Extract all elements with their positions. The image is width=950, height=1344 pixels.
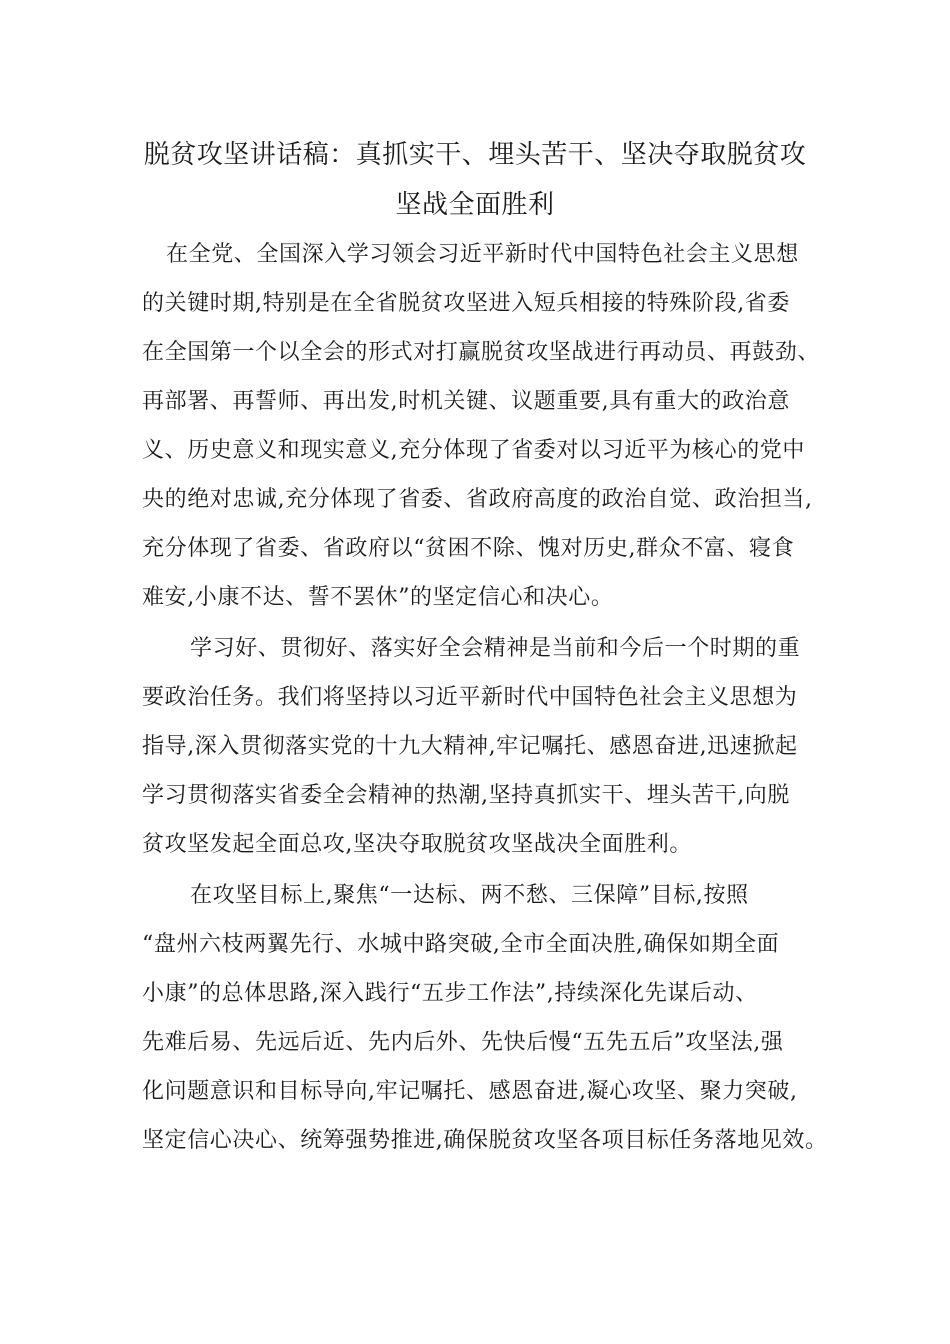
title-line-1: 脱贫攻坚讲话稿：真抓实干、埋头苦干、坚决夺取脱贫攻 <box>143 140 807 170</box>
paragraph-2-line-3: 指导,深入贯彻落实党的十九大精神,牢记嘱托、感恩奋进,迅速掀起 <box>142 734 798 759</box>
paragraph-1-line-3: 在全国第一个以全会的形式对打赢脱贫攻坚战进行再动员、再鼓劲、 <box>142 340 821 365</box>
paragraph-3-line-5: 化问题意识和目标导向,牢记嘱托、感恩奋进,凝心攻坚、聚力突破, <box>142 1079 798 1104</box>
paragraph-1-line-6: 央的绝对忠诚,充分体现了省委、省政府高度的政治自觉、政治担当, <box>142 487 813 512</box>
title-line-2: 坚战全面胜利 <box>395 190 555 220</box>
paragraph-2-line-1: 学习好、贯彻好、落实好全会精神是当前和今后一个时期的重 <box>190 636 801 661</box>
paragraph-2-line-2: 要政治任务。我们将坚持以习近平新时代中国特色社会主义思想为 <box>142 685 798 710</box>
paragraph-3-line-4: 先难后易、先远后近、先内后外、先快后慢“五先五后”攻坚法,强 <box>142 1030 784 1055</box>
paragraph-3-line-1: 在攻坚目标上,聚焦“一达标、两不愁、三保障”目标,按照 <box>190 883 749 908</box>
paragraph-1-line-1: 在全党、全国深入学习领会习近平新时代中国特色社会主义思想 <box>166 242 799 267</box>
paragraph-1-line-7: 充分体现了省委、省政府以“贫困不除、愧对历史,群众不富、寝食 <box>142 536 795 561</box>
document-title <box>140 130 810 230</box>
paragraph-1-line-8: 难安,小康不达、誓不罢休”的坚定信心和决心。 <box>142 585 614 610</box>
paragraph-3-line-6: 坚定信心决心、统筹强势推进,确保脱贫攻坚各项目标任务落地见效。 <box>142 1128 828 1153</box>
paragraph-3-line-2: “盘州六枝两翼先行、水城中路突破,全市全面决胜,确保如期全面 <box>142 932 780 957</box>
paragraph-1-line-2: 的关键时期,特别是在全省脱贫攻坚进入短兵相接的特殊阶段,省委 <box>142 291 790 316</box>
paragraph-3-line-3: 小康”的总体思路,深入践行“五步工作法”,持续深化先谋后动、 <box>142 981 758 1006</box>
paragraph-2-line-4: 学习贯彻落实省委全会精神的热潮,坚持真抓实干、埋头苦干,向脱 <box>142 783 790 808</box>
paragraph-1-line-4: 再部署、再誓师、再出发,时机关键、议题重要,具有重大的政治意 <box>142 389 790 414</box>
paragraph-2-line-5: 贫攻坚发起全面总攻,坚决夺取脱贫攻坚战决全面胜利。 <box>142 832 692 857</box>
paragraph-1-line-5: 义、历史意义和现实意义,充分体现了省委对以习近平为核心的党中 <box>142 438 805 463</box>
